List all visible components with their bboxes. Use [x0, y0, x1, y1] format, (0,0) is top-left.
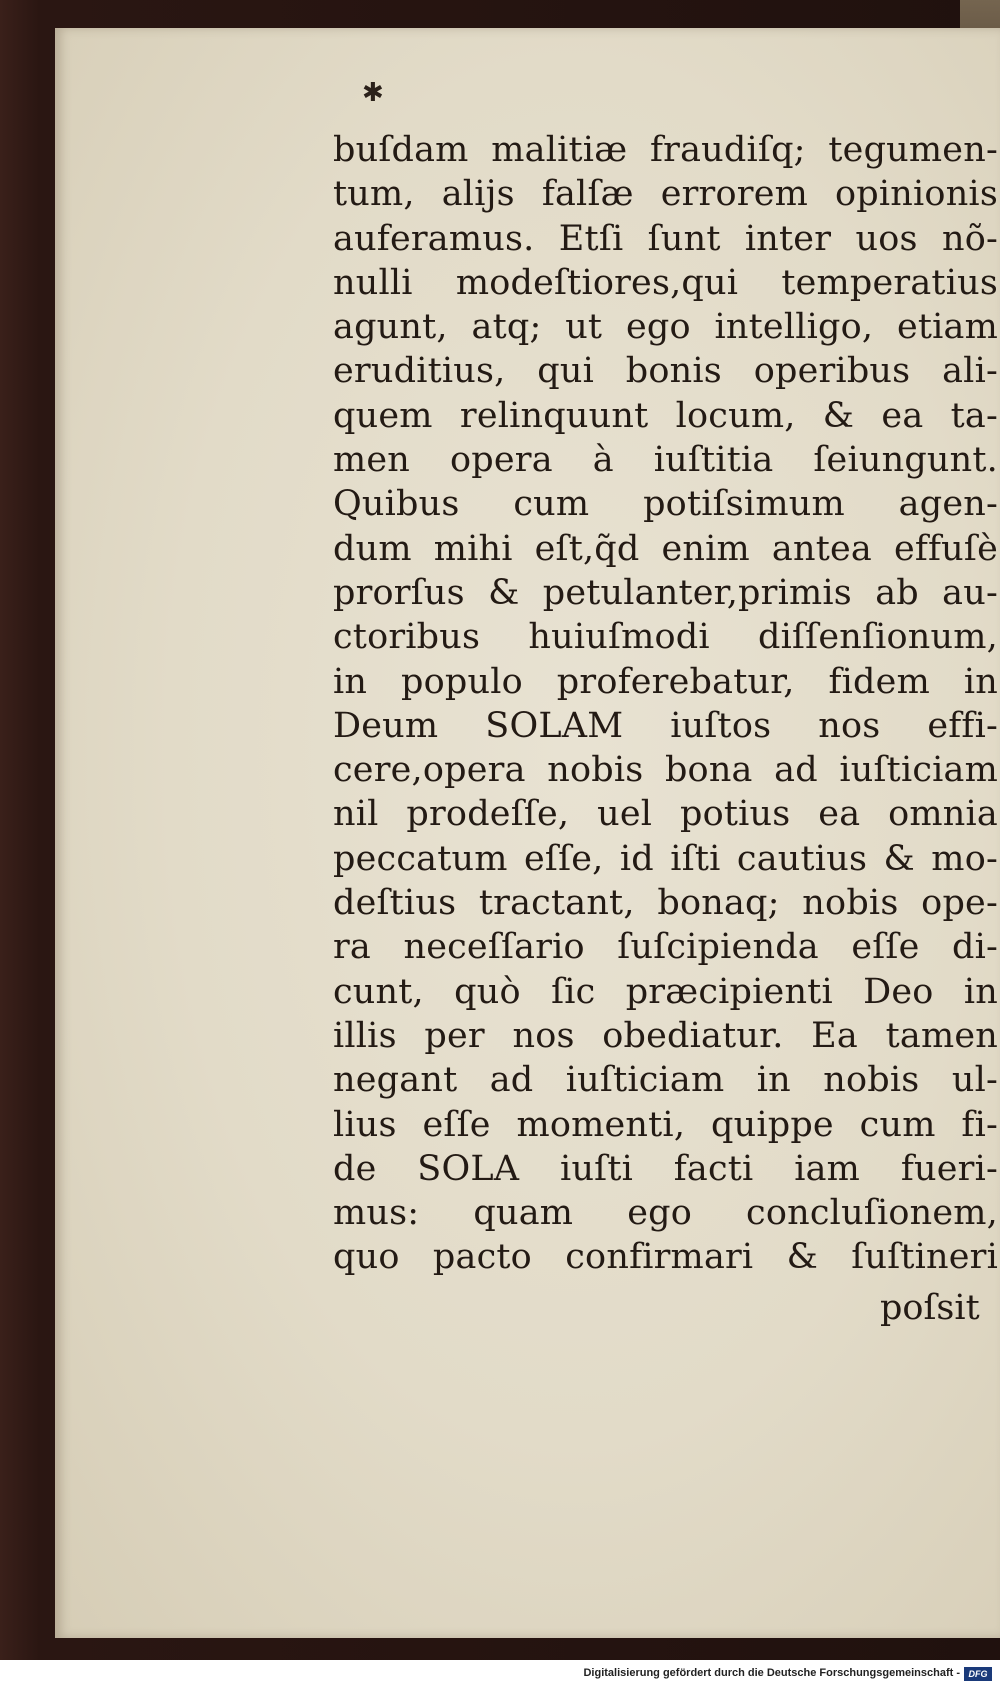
text-line: nulli modeſtiores,qui temperatius [333, 262, 998, 303]
text-line: Deum SOLAM iuſtos nos effi- [333, 705, 998, 746]
text-line: Quibus cum potiſsimum agen- [333, 484, 998, 525]
text-line: tum, aliјs falſæ errorem opinionis [333, 174, 998, 215]
ornament-mark: ✱ [362, 78, 384, 108]
text-line: illis per nos obediatur. Ea tamen [333, 1015, 998, 1056]
text-line: ra neceſſario ſuſcipienda eſſe di- [333, 927, 998, 968]
text-line: cunt, quò ſic præcipienti Deo in [333, 971, 998, 1012]
text-line: ctoribus huiuſmodi diſſenſionum, [333, 617, 998, 658]
text-line: nil prodeſſe, uel potius ea omnia [333, 794, 998, 835]
text-line: cere,opera nobis bona ad iuſticiam [333, 750, 998, 791]
text-line: dum mihi eſt,q̃d enim antea effuſè [333, 528, 998, 569]
text-line: quo pacto confirmari & ſuſtineri [333, 1237, 998, 1278]
text-line: eruditius, qui bonis operibus ali- [333, 351, 998, 392]
text-line: quem relinquunt locum, & ea ta- [333, 395, 998, 436]
text-line: mus: quam ego concluſionem, [333, 1193, 998, 1234]
text-line: peccatum eſſe, id iſti cautius & mo- [333, 838, 998, 879]
text-line: prorſus & petulanter,primis ab au- [333, 572, 998, 613]
text-line: agunt, atq; ut ego intelligo, etiam [333, 307, 998, 348]
text-line: buſdam malitiæ fraudiſq; tegumen- [333, 130, 998, 170]
footer-bar [0, 1664, 1000, 1687]
text-line: in populo proferebatur, fidem in [333, 661, 998, 702]
text-line: auferamus. Etſi ſunt inter uos nõ- [333, 218, 998, 259]
text-line: lius eſſe momenti, quippe cum fi- [333, 1104, 998, 1145]
funding-notice: Digitalisierung gefördert durch die Deutsche Forschungsgemeinschaft - [583, 1667, 960, 1679]
text-line: men opera à iuſtitia ſeiungunt. [333, 440, 998, 481]
catchword: poſsit [880, 1288, 980, 1328]
text-line: negant ad iuſticiam in nobis ul- [333, 1060, 998, 1101]
body-text [333, 128, 998, 1280]
text-line: deſtius tractant, bonaq; nobis ope- [333, 883, 998, 924]
text-line: de SOLA iuſti facti iam fueri- [333, 1148, 998, 1189]
dfg-logo-icon: DFG [964, 1667, 992, 1681]
